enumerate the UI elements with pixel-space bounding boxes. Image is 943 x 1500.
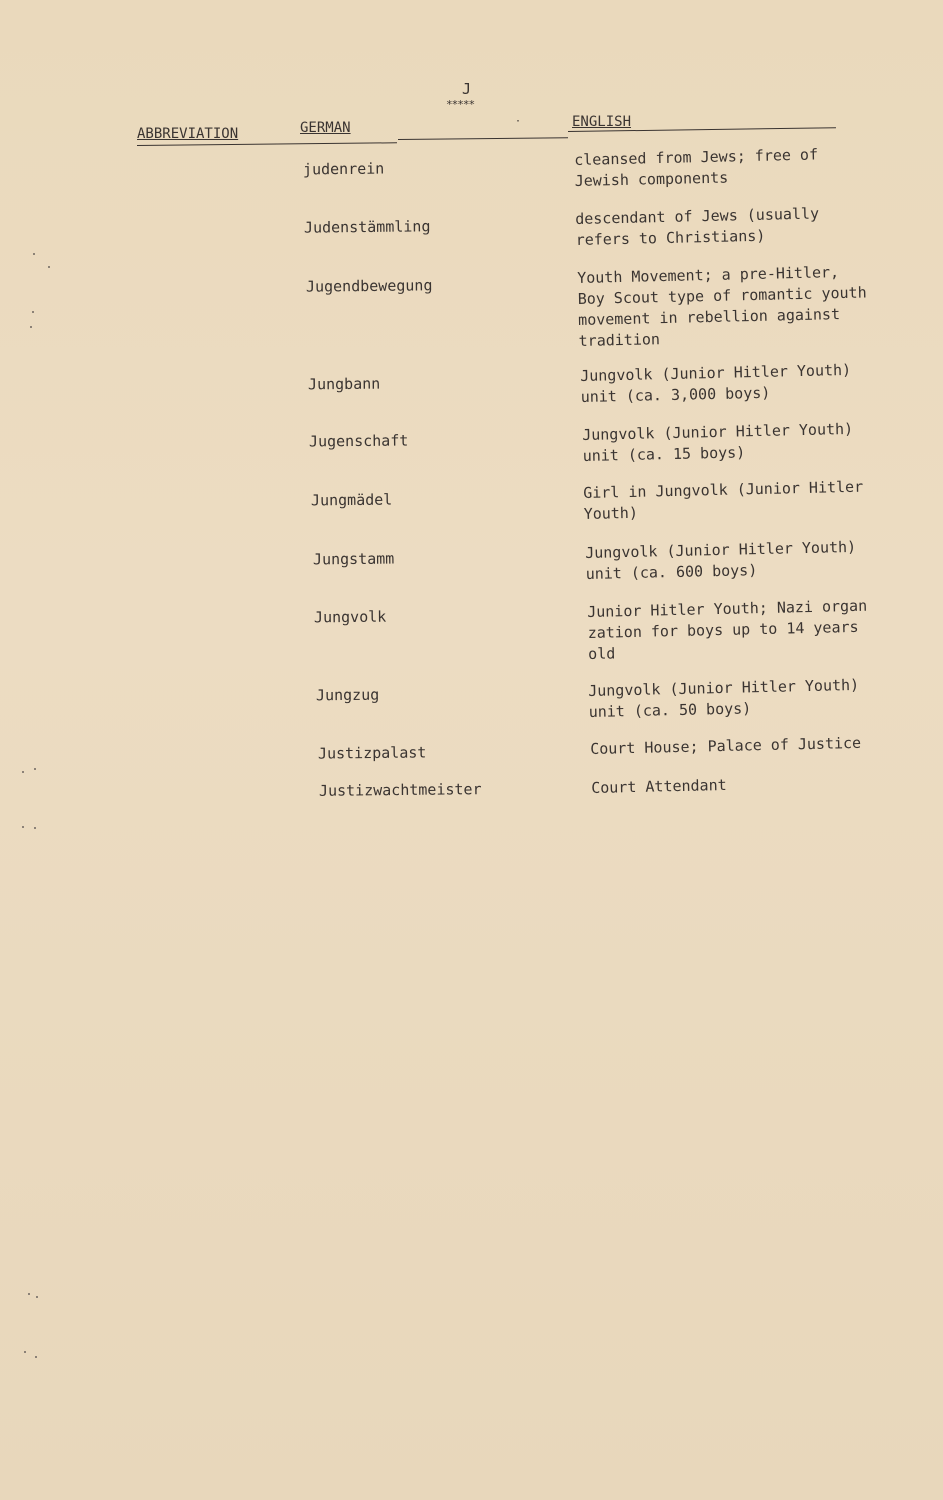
german-term: Justizpalast [317, 743, 427, 763]
english-definition: Youth Movement; a pre-Hitler, Boy Scout type of romantic youth movement in rebellion against tradition [577, 263, 867, 350]
german-term: Jungmädel [310, 490, 393, 510]
scan-speck [33, 253, 35, 255]
english-definition: descendant of Jews (usually refers to Christians) [575, 204, 820, 249]
scan-speck [48, 266, 50, 268]
header-rule [398, 137, 568, 140]
german-term: Jungbann [307, 374, 381, 394]
german-term: Jugenschaft [308, 431, 409, 451]
german-term: Judenstämmling [303, 217, 431, 237]
german-term: Jungvolk [313, 607, 387, 627]
german-term: Justizwachtmeister [318, 780, 482, 800]
german-term: judenrein [302, 159, 385, 179]
scan-speck [30, 326, 32, 328]
scan-speck [35, 1356, 37, 1358]
english-definition: Jungvolk (Junior Hitler Youth) unit (ca. 15 boys) [582, 419, 854, 465]
scan-speck [32, 311, 34, 313]
scan-speck [22, 771, 24, 773]
header-english: ENGLISH [572, 114, 632, 130]
english-definition: Girl in Jungvolk (Junior Hitler Youth) [583, 477, 864, 523]
header-rule [137, 142, 397, 146]
german-term: Jungstamm [312, 549, 395, 569]
scan-speck [24, 1351, 26, 1353]
german-term: Jugendbewegung [305, 276, 433, 296]
stray-mark: · [515, 116, 522, 127]
header-abbreviation: ABBREVIATION [137, 126, 239, 142]
english-definition: Court House; Palace of Justice [590, 733, 862, 758]
english-definition: Jungvolk (Junior Hitler Youth) unit (ca. 50 boys) [588, 675, 860, 721]
scan-speck [22, 826, 24, 828]
english-definition: cleansed from Jews; free of Jewish components [574, 145, 819, 190]
scan-speck [36, 1296, 38, 1298]
german-term: Jungzug [315, 685, 380, 705]
scan-speck [34, 827, 36, 829]
english-definition: Jungvolk (Junior Hitler Youth) unit (ca. 600 boys) [585, 537, 857, 583]
english-definition: Jungvolk (Junior Hitler Youth) unit (ca. 3,000 boys) [580, 360, 852, 406]
scan-speck [28, 1293, 30, 1295]
english-definition: Junior Hitler Youth; Nazi organ zation for boys up to 14 years old [587, 596, 868, 663]
header-german: GERMAN [300, 120, 351, 136]
english-definition: Court Attendant [591, 775, 727, 797]
section-stars: ***** [446, 98, 475, 111]
scan-speck [34, 768, 36, 770]
section-letter: J [462, 80, 472, 98]
